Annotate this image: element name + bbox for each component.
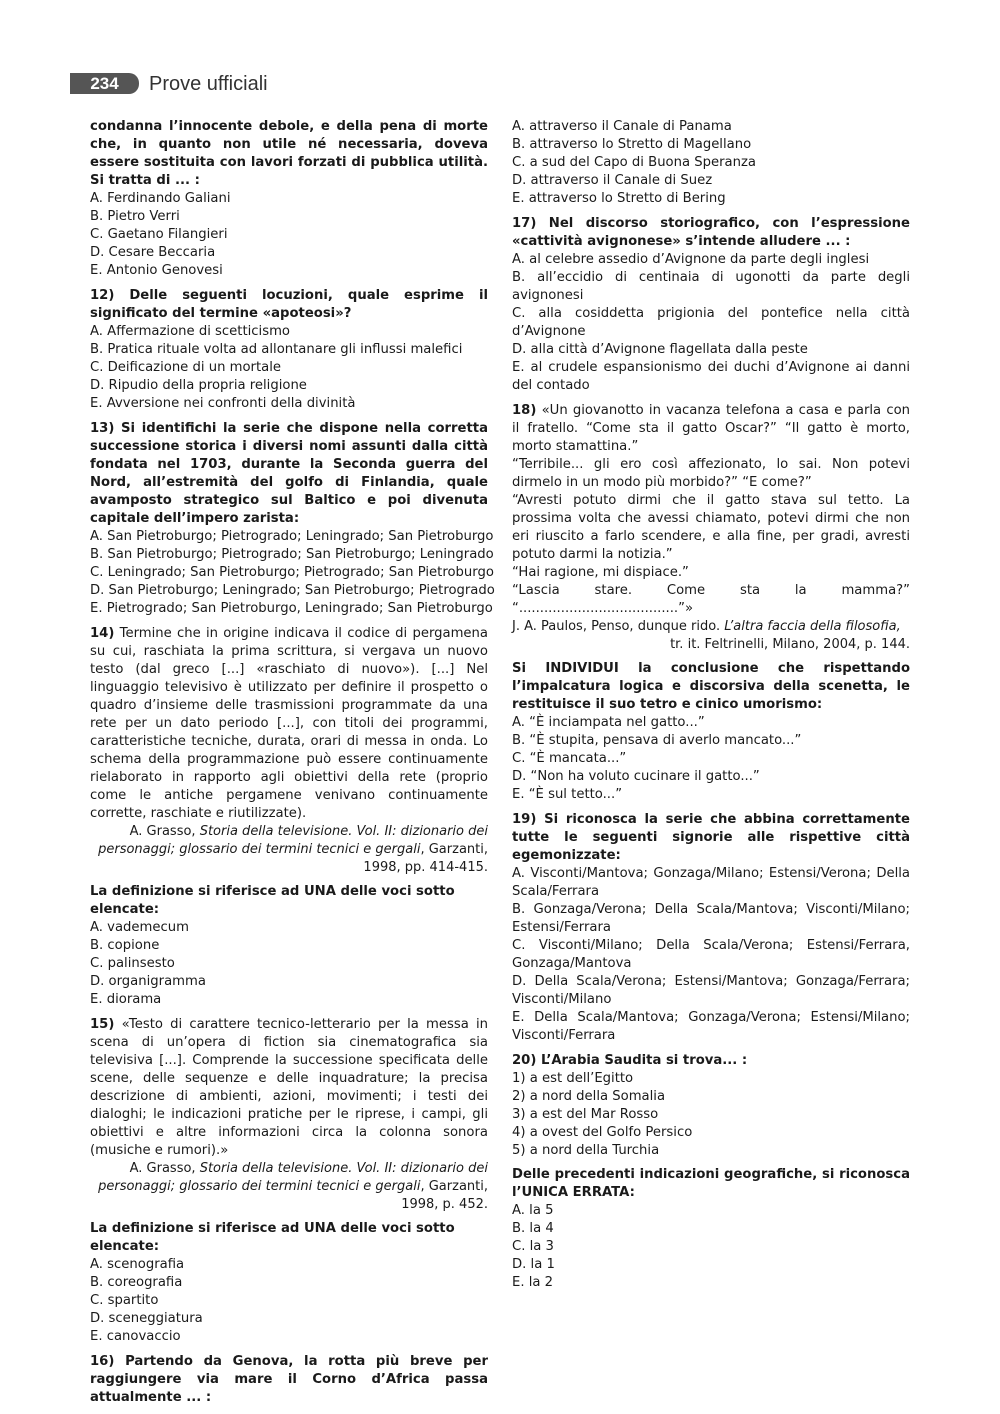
- option-a: A. Visconti/Mantova; Gonzaga/Milano; Estensi/Verona; Della Scala/Ferrara: [512, 866, 910, 899]
- option-d: D. Ripudio della propria religione: [90, 378, 307, 393]
- source-publisher: , Garzanti, 1998, pp. 414-415.: [363, 842, 488, 875]
- option-a: A. attraverso il Canale di Panama: [512, 119, 732, 134]
- source-author: A. Grasso,: [129, 1161, 196, 1176]
- option-c: C. alla cosiddetta prigionia del pontefice nella città d’Avignone: [512, 306, 910, 339]
- option-d: D. Della Scala/Verona; Estensi/Mantova; Gonzaga/Ferrara; Visconti/Milano: [512, 974, 910, 1007]
- option-e: E. “È sul tetto...”: [512, 787, 623, 802]
- passage-line: “Lascia stare. Come sta la mamma?” “......................................”»: [512, 583, 910, 616]
- option-e: E. Pietrogrado; San Pietroburgo, Leningrado; San Pietroburgo: [90, 601, 493, 616]
- passage-line: “Terribile... gli ero così affezionato, lo sai. Non potevi dirmelo in un modo più morbido?” “E come?”: [512, 457, 910, 490]
- question-prompt: Si INDIVIDUI la conclusione che rispettando l’impalcatura logica e discorsiva della scenetta, le restituisce il suo tetro e cinico umorismo:: [512, 661, 910, 712]
- passage-text: «Testo di carattere tecnico-letterario per la messa in scena di un’opera di fiction sia cinematografica sia televisiva [...]. Comprende la successione specificata delle scene, delle sequenze e delle inquadrature; la precisa descrizione di ambienti, azioni, movimenti; i testi dei dialoghi; le indicazioni pratiche per le riprese, i campi, gli obiettivi e altre informazioni circa la colonna sonora (musiche e rumori).»: [90, 1017, 488, 1158]
- option-d: D. alla città d’Avignone flagellata dalla peste: [512, 342, 808, 357]
- option-c: C. Gaetano Filangieri: [90, 227, 228, 242]
- source-author: A. Grasso,: [129, 824, 196, 839]
- option-b: B. copione: [90, 938, 160, 953]
- option-e: E. Avversione nei confronti della divinità: [90, 396, 356, 411]
- right-column: [512, 118, 910, 1299]
- option-c: C. “È mancata...”: [512, 751, 627, 766]
- source-title: L’altra faccia della filosofia,: [724, 619, 901, 634]
- option-d: D. San Pietroburgo; Leningrado; San Pietroburgo; Pietrogrado: [90, 583, 495, 598]
- question-passage: [90, 1016, 488, 1160]
- question-12: [90, 287, 488, 413]
- passage-text: «Un giovanotto in vacanza telefona a casa e parla con il fratello. “Come sta il gatto Oscar?” “Il gatto è morto, morto stamattina.”: [512, 403, 910, 454]
- question-18: [512, 402, 910, 804]
- question-prompt: La definizione si riferisce ad UNA delle voci sotto elencate:: [90, 884, 455, 917]
- question-prompt: Delle precedenti indicazioni geografiche, si riconosca l’UNICA ERRATA:: [512, 1167, 910, 1200]
- option-c: C. Deificazione di un mortale: [90, 360, 281, 375]
- question-11: [90, 118, 488, 280]
- statement-3: 3) a est del Mar Rosso: [512, 1107, 659, 1122]
- page-number: 234: [70, 73, 139, 94]
- question-passage: [90, 625, 488, 823]
- option-c: C. Visconti/Milano; Della Scala/Verona; Estensi/Ferrara, Gonzaga/Mantova: [512, 938, 910, 971]
- option-a: A. scenografia: [90, 1257, 185, 1272]
- option-d: D. attraverso il Canale di Suez: [512, 173, 713, 188]
- question-15: [90, 1016, 488, 1346]
- option-e: E. canovaccio: [90, 1329, 181, 1344]
- statement-2: 2) a nord della Somalia: [512, 1089, 666, 1104]
- question-20: [512, 1052, 910, 1292]
- question-text: condanna l’innocente debole, e della pena di morte che, in quanto non utile né necessaria, doveva essere sostituita con lavori forzati di pubblica utilità. Si tratta di ... :: [90, 119, 488, 188]
- left-column: [90, 118, 495, 1414]
- question-text: 20) L’Arabia Saudita si trova... :: [512, 1053, 748, 1068]
- source-title: Storia della televisione. Vol. II: dizionario dei personaggi; glossario dei termini tecnici e gergali: [98, 1161, 488, 1194]
- option-a: A. al celebre assedio d’Avignone da parte degli inglesi: [512, 252, 870, 267]
- running-title: Prove ufficiali: [149, 73, 268, 95]
- option-d: D. organigramma: [90, 974, 206, 989]
- option-c: C. palinsesto: [90, 956, 175, 971]
- question-text: 16) Partendo da Genova, la rotta più breve per raggiungere via mare il Corno d’Africa passa attualmente ... :: [90, 1354, 488, 1405]
- option-a: A. San Pietroburgo; Pietrogrado; Leningrado; San Pietroburgo: [90, 529, 494, 544]
- question-16-options: [512, 118, 910, 208]
- option-a: A. la 5: [512, 1203, 554, 1218]
- option-a: A. Affermazione di scetticismo: [90, 324, 290, 339]
- option-e: E. attraverso lo Stretto di Bering: [512, 191, 726, 206]
- option-b: B. Gonzaga/Verona; Della Scala/Mantova; Visconti/Milano; Estensi/Ferrara: [512, 902, 910, 935]
- question-17: [512, 215, 910, 395]
- option-e: E. Antonio Genovesi: [90, 263, 223, 278]
- source-title: Storia della televisione. Vol. II: dizionario dei personaggi; glossario dei termini tecnici e gergali: [98, 824, 488, 857]
- statement-4: 4) a ovest del Golfo Persico: [512, 1125, 693, 1140]
- question-text: 12) Delle seguenti locuzioni, quale esprime il significato del termine «apoteosi»?: [90, 288, 488, 321]
- source-citation: [90, 1160, 488, 1214]
- option-c: C. Leningrado; San Pietroburgo; Pietrogrado; San Pietroburgo: [90, 565, 494, 580]
- option-b: B. attraverso lo Stretto di Magellano: [512, 137, 752, 152]
- question-text: 13) Si identifichi la serie che dispone nella corretta successione storica i diversi nomi assunti dalla città fondata nel 1703, durante la Seconda guerra del Nord, all’estremità del golfo di Finlandia, quale avamposto strategico sul Baltico e poi divenuta capitale dell’impero zarista:: [90, 421, 488, 526]
- question-prompt: La definizione si riferisce ad UNA delle voci sotto elencate:: [90, 1221, 455, 1254]
- statement-5: 5) a nord della Turchia: [512, 1143, 660, 1158]
- question-passage: [512, 402, 910, 456]
- option-e: E. Della Scala/Mantova; Gonzaga/Verona; Estensi/Milano; Visconti/Ferrara: [512, 1010, 910, 1043]
- source-citation: [512, 618, 910, 636]
- source-citation: [90, 823, 488, 877]
- option-e: E. diorama: [90, 992, 162, 1007]
- source-publisher: , Garzanti, 1998, p. 452.: [401, 1179, 488, 1212]
- option-b: B. “È stupita, pensava di averlo mancato...”: [512, 733, 802, 748]
- source-author: J. A. Paulos, Penso, dunque rido.: [512, 619, 721, 634]
- question-text: 19) Si riconosca la serie che abbina correttamente tutte le seguenti signorie alle rispettive città egemonizzate:: [512, 812, 910, 863]
- option-a: A. “È inciampata nel gatto...”: [512, 715, 705, 730]
- question-number: 15): [90, 1017, 115, 1032]
- option-b: B. all’eccidio di centinaia di ugonotti da parte degli avignonesi: [512, 270, 910, 303]
- option-e: E. la 2: [512, 1275, 554, 1290]
- option-c: C. la 3: [512, 1239, 554, 1254]
- question-14: [90, 625, 488, 1009]
- option-b: B. coreografia: [90, 1275, 183, 1290]
- question-16: [90, 1353, 488, 1407]
- passage-line: “Hai ragione, mi dispiace.”: [512, 565, 689, 580]
- option-b: B. la 4: [512, 1221, 554, 1236]
- passage-text: Termine che in origine indicava il codice di pergamena su cui, raschiata la prima scrittura, si vergava un nuovo testo (dal greco [...] «raschiato di nuovo»). [...] Nel linguaggio televisivo è utilizzato per definire il prospetto o quadro d’insieme delle trasmissioni programmate da una rete per un dato periodo [...], con titoli dei programmi, caratteristiche tecniche, durata, orari di messa in onda. Lo schema della programmazione può essere continuamente rielaborato in rapporto agli obiettivi della rete (proprio come le antiche pergamene venivano continuamente corrette, raschiate e riutilizzate).: [90, 626, 488, 821]
- option-b: B. Pratica rituale volta ad allontanare gli influssi malefici: [90, 342, 463, 357]
- question-number: 18): [512, 403, 537, 418]
- option-c: C. a sud del Capo di Buona Speranza: [512, 155, 756, 170]
- source-publisher: tr. it. Feltrinelli, Milano, 2004, p. 144.: [670, 637, 910, 652]
- question-number: 14): [90, 626, 115, 641]
- question-13: [90, 420, 495, 618]
- option-a: A. Ferdinando Galiani: [90, 191, 231, 206]
- statement-1: 1) a est dell’Egitto: [512, 1071, 634, 1086]
- option-c: C. spartito: [90, 1293, 159, 1308]
- option-b: B. San Pietroburgo; Pietrogrado; San Pietroburgo; Leningrado: [90, 547, 494, 562]
- option-e: E. al crudele espansionismo dei duchi d’Avignone ai danni del contado: [512, 360, 910, 393]
- option-d: D. la 1: [512, 1257, 555, 1272]
- question-19: [512, 811, 910, 1045]
- option-d: D. “Non ha voluto cucinare il gatto...”: [512, 769, 760, 784]
- option-a: A. vademecum: [90, 920, 189, 935]
- option-d: D. sceneggiatura: [90, 1311, 203, 1326]
- passage-line: “Avresti potuto dirmi che il gatto stava sul tetto. La prossima volta che avessi chiamato, potevi dirmi che non eri riuscito a farlo scendere, e alla fine, per gradi, avresti potuto darmi la notizia.”: [512, 493, 910, 562]
- option-b: B. Pietro Verri: [90, 209, 180, 224]
- option-d: D. Cesare Beccaria: [90, 245, 216, 260]
- question-text: 17) Nel discorso storiografico, con l’espressione «cattività avignonese» s’intende alludere ... :: [512, 216, 910, 249]
